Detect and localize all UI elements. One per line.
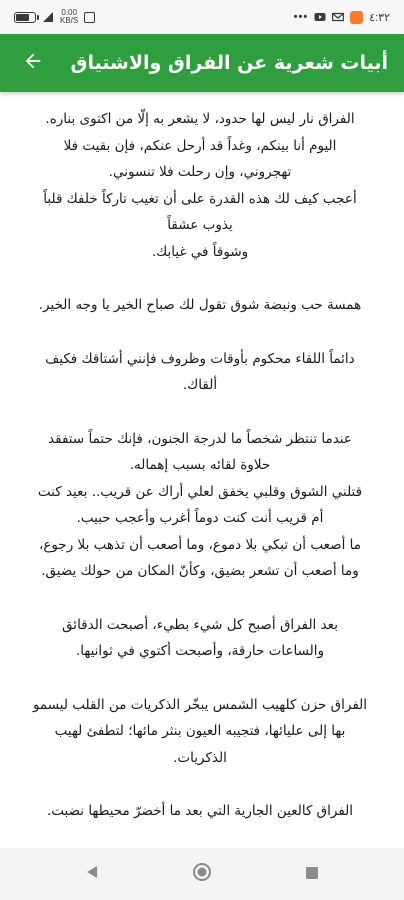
net-speed [60, 9, 78, 25]
triangle-back-icon [84, 864, 100, 884]
net-speed-unit: KB/S [60, 16, 79, 25]
poem-line: بها إلى عليائها، فتجيبه العيون بنثر مائها؛ لتطفئ لهيب [54, 723, 346, 739]
poem-paragraph [18, 798, 382, 825]
nav-back-button[interactable] [72, 854, 112, 894]
poem-paragraph [18, 346, 382, 399]
poem-line: وما أصعب أن تشعر بضيق، وكأنّ المكان من حولك يضيق. [41, 563, 359, 579]
poem-line: دائماً اللقاء محكوم بأوقات وظروف فإنني أشتاقك فكيف [45, 350, 355, 367]
system-nav-bar [0, 848, 404, 900]
app-notification-icon [350, 11, 363, 24]
app-bar [0, 34, 404, 92]
media-icon [314, 11, 326, 23]
circle-home-icon [192, 862, 212, 886]
poem-line: والساعات حارقة، وأصبحت أكتوي في ثوانيها. [75, 643, 325, 659]
poem-line: أم قريب أنت كنت دوماً أغرب وأعجب حبيب. [76, 510, 324, 526]
poem-line: حلاوة لقائه بسبب إهماله. [129, 457, 271, 473]
poem-line: الذكريات. [173, 749, 227, 766]
battery-fill [16, 14, 29, 21]
poem-line: عندما تنتظر شخصاً ما لدرجة الجنون، فإنك حتماً ستفقد [48, 430, 352, 447]
poem-line: وشوقاً في غيابك. [151, 243, 249, 260]
page-title: أبيات شعرية عن الفراق والاشتياق [70, 52, 388, 74]
poem-line: الفراق حزن كلهيب الشمس يبخّر الذكريات من القلب ليسمو [32, 696, 368, 713]
poem-line: ما أصعب أن تبكي بلا دموع، وما أصعب أن تذهب بلا رجوع، [39, 536, 361, 553]
status-bar [0, 0, 404, 34]
poem-line: الفراق كالعين الجارية التي بعد ما أخضرّ محيطها نضبت. [46, 803, 354, 819]
arrow-left-icon [22, 50, 44, 76]
battery-icon [14, 12, 36, 23]
status-bar-right [294, 11, 390, 24]
poem-line: يذوب عشقاً [167, 217, 233, 233]
back-button[interactable] [14, 44, 52, 82]
poem-line: قتلني الشوق وقلبي يخفق لعلي أراك عن قريب.. بعيد كنت [37, 483, 363, 500]
poem-paragraph [18, 692, 382, 772]
square-recents-icon [305, 865, 319, 884]
poem-content[interactable] [0, 100, 404, 848]
status-bar-left [14, 9, 95, 25]
poem-line: أعجب كيف لك هذه القدرة على أن تغيب تاركاً خلفك قلباً [43, 190, 357, 207]
mail-icon [332, 11, 344, 23]
screenshot-icon [84, 12, 95, 23]
poem-paragraph [18, 426, 382, 585]
net-speed-value: 0.00 [61, 8, 77, 17]
poem-line: تهجروني، وإن رحلت فلا تنسوني. [108, 164, 292, 180]
status-time: ٤:٣٢ [369, 11, 390, 24]
signal-icon [42, 11, 54, 23]
poem-line: ألقاك. [182, 377, 218, 393]
notification-dots: ••• [293, 11, 309, 23]
poem-line: اليوم أنا بينكم، وغداً قد أرحل عنكم، فإن بقيت فلا [63, 137, 337, 154]
poem-paragraph [18, 612, 382, 665]
poem-paragraph [18, 106, 382, 265]
poem-line: همسة حب ونبضة شوق تقول لك صباح الخير يا وجه الخير. [38, 297, 362, 313]
poem-line: الفراق نار ليس لها حدود، لا يشعر به إلّا من اكتوى بناره. [45, 111, 355, 127]
poem-paragraph [18, 292, 382, 319]
nav-recents-button[interactable] [292, 854, 332, 894]
poem-line: بعد الفراق أصبح كل شيء بطيء، أصبحت الدقائق [62, 616, 338, 633]
nav-home-button[interactable] [182, 854, 222, 894]
